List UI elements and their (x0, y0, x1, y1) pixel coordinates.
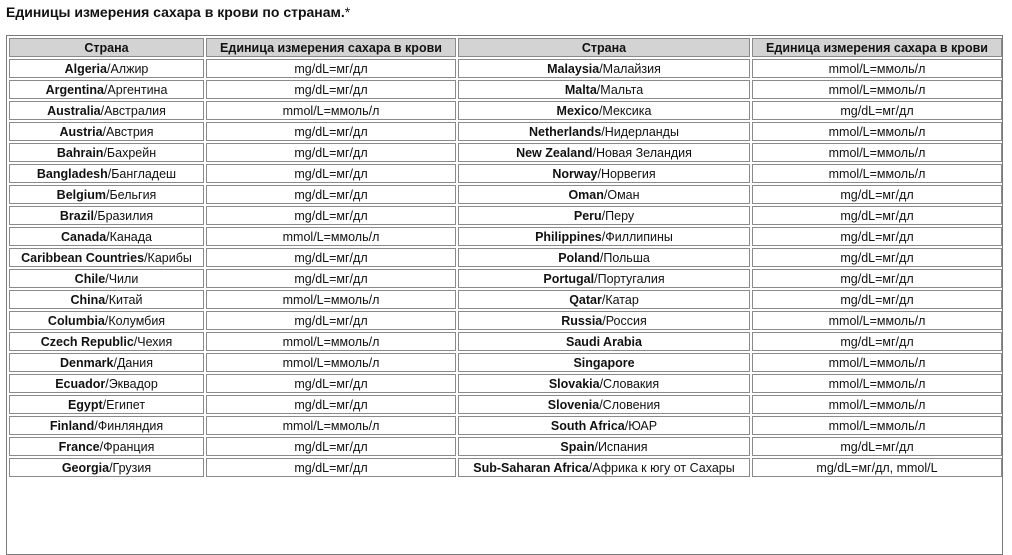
country-name-ru: /Финляндия (94, 418, 164, 433)
unit-cell-right: mmol/L=ммоль/л (752, 311, 1002, 330)
table-row (9, 269, 1002, 288)
header-country-right: Страна (458, 38, 750, 57)
country-cell-right (458, 101, 750, 120)
country-cell-left (9, 416, 204, 435)
country-name-en: Portugal (543, 271, 595, 286)
country-name-en: Sub-Saharan Africa (473, 460, 589, 475)
unit-cell-right: mmol/L=ммоль/л (752, 416, 1002, 435)
unit-cell-left: mmol/L=ммоль/л (206, 332, 456, 351)
country-name-ru: /Колумбия (104, 313, 166, 328)
country-cell-left (9, 122, 204, 141)
country-name-ru: /Австрия (102, 124, 154, 139)
country-name-en: Chile (74, 271, 106, 286)
header-unit-left: Единица измерения сахара в крови (206, 38, 456, 57)
country-name-en: Netherlands (529, 124, 602, 139)
table-row (9, 311, 1002, 330)
country-name-en: Poland (558, 250, 600, 265)
unit-cell-right: mg/dL=мг/дл (752, 227, 1002, 246)
country-name-ru: /Франция (99, 439, 155, 454)
country-name-ru: /Норвегия (597, 166, 656, 181)
country-name-ru: /Дания (113, 355, 154, 370)
unit-cell-left: mg/dL=мг/дл (206, 80, 456, 99)
country-cell-left (9, 206, 204, 225)
country-name-en: Belgium (56, 187, 106, 202)
title-footnote-mark: * (344, 4, 351, 20)
country-name-ru: /Испания (594, 439, 648, 454)
table-row (9, 164, 1002, 183)
country-name-en: Ecuador (55, 376, 106, 391)
country-cell-left (9, 248, 204, 267)
unit-cell-right: mmol/L=ммоль/л (752, 353, 1002, 372)
country-name-en: Oman (568, 187, 604, 202)
country-name-en: Norway (552, 166, 598, 181)
country-name-en: Slovenia (547, 397, 600, 412)
country-name-ru: /Бангладеш (107, 166, 177, 181)
country-cell-left (9, 290, 204, 309)
country-cell-right (458, 458, 750, 477)
unit-cell-right: mg/dL=мг/дл (752, 206, 1002, 225)
country-cell-right (458, 206, 750, 225)
country-cell-right (458, 143, 750, 162)
country-cell-right (458, 164, 750, 183)
country-cell-left (9, 80, 204, 99)
country-name-ru: /Алжир (106, 61, 149, 76)
country-cell-left (9, 374, 204, 393)
country-cell-left (9, 227, 204, 246)
country-name-ru: /Канада (106, 229, 152, 244)
country-name-en: Philippines (535, 229, 602, 244)
table-row (9, 227, 1002, 246)
unit-cell-right: mg/dL=мг/дл (752, 332, 1002, 351)
country-cell-right (458, 353, 750, 372)
country-name-ru: /Малайзия (599, 61, 661, 76)
country-name-en: France (58, 439, 100, 454)
country-name-ru: /Карибы (144, 250, 192, 265)
country-name-ru: /Перу (601, 208, 635, 223)
unit-cell-left: mg/dL=мг/дл (206, 437, 456, 456)
title-text: Единицы измерения сахара в крови по странам. (6, 4, 345, 20)
country-name-ru: /Филлипины (601, 229, 673, 244)
country-cell-right (458, 269, 750, 288)
country-cell-left (9, 101, 204, 120)
table-row (9, 143, 1002, 162)
country-name-ru: /Мальта (596, 82, 644, 97)
country-cell-right (458, 290, 750, 309)
country-name-en: Canada (61, 229, 107, 244)
table-row (9, 248, 1002, 267)
unit-cell-right: mmol/L=ммоль/л (752, 164, 1002, 183)
country-name-en: Czech Republic (40, 334, 134, 349)
country-cell-right (458, 374, 750, 393)
table-row (9, 59, 1002, 78)
country-name-en: Egypt (67, 397, 103, 412)
country-name-ru: /Китай (105, 292, 143, 307)
country-name-ru: /Эквадор (105, 376, 158, 391)
unit-cell-right: mmol/L=ммоль/л (752, 59, 1002, 78)
country-cell-left (9, 185, 204, 204)
country-name-en: Austria (59, 124, 103, 139)
country-name-en: Finland (49, 418, 95, 433)
country-cell-right (458, 416, 750, 435)
country-name-ru: /Бельгия (105, 187, 157, 202)
table-body (9, 59, 1002, 477)
unit-cell-left: mmol/L=ммоль/л (206, 416, 456, 435)
country-name-en: Singapore (573, 355, 635, 370)
country-cell-left (9, 437, 204, 456)
country-name-en: Slovakia (548, 376, 600, 391)
country-name-en: Argentina (45, 82, 104, 97)
unit-cell-right: mg/dL=мг/дл (752, 269, 1002, 288)
unit-cell-left: mg/dL=мг/дл (206, 59, 456, 78)
unit-cell-left: mg/dL=мг/дл (206, 206, 456, 225)
country-cell-right (458, 80, 750, 99)
country-name-en: Spain (560, 439, 595, 454)
country-cell-left (9, 395, 204, 414)
table-row (9, 458, 1002, 477)
unit-cell-right: mmol/L=ммоль/л (752, 395, 1002, 414)
table-row (9, 290, 1002, 309)
country-cell-right (458, 332, 750, 351)
unit-cell-right: mmol/L=ммоль/л (752, 122, 1002, 141)
table-row (9, 206, 1002, 225)
unit-cell-left: mmol/L=ммоль/л (206, 227, 456, 246)
country-name-ru: /ЮАР (624, 418, 658, 433)
country-name-en: Malaysia (547, 61, 600, 76)
country-name-ru: /Австралия (100, 103, 166, 118)
country-name-en: Australia (47, 103, 101, 118)
unit-cell-right: mg/dL=мг/дл, mmol/L (752, 458, 1002, 477)
country-name-en: Denmark (59, 355, 114, 370)
units-table (7, 36, 1004, 479)
country-name-ru: /Чили (105, 271, 139, 286)
country-name-ru: /Словакия (599, 376, 660, 391)
country-name-ru: /Бразилия (93, 208, 154, 223)
country-cell-right (458, 437, 750, 456)
unit-cell-right: mg/dL=мг/дл (752, 101, 1002, 120)
country-name-ru: /Португалия (594, 271, 665, 286)
table-row (9, 332, 1002, 351)
country-name-en: Saudi Arabia (566, 334, 642, 349)
country-name-en: China (70, 292, 106, 307)
country-cell-right (458, 395, 750, 414)
country-cell-left (9, 332, 204, 351)
country-name-en: Bangladesh (36, 166, 108, 181)
unit-cell-left: mmol/L=ммоль/л (206, 101, 456, 120)
country-name-en: Mexico (556, 103, 599, 118)
country-name-en: New Zealand (516, 145, 593, 160)
unit-cell-left: mmol/L=ммоль/л (206, 290, 456, 309)
unit-cell-right: mmol/L=ммоль/л (752, 374, 1002, 393)
table-header-row (9, 38, 1002, 57)
table-row (9, 80, 1002, 99)
country-cell-left (9, 269, 204, 288)
country-name-ru: /Новая Зеландия (592, 145, 692, 160)
country-name-en: Russia (561, 313, 603, 328)
country-name-ru: /Чехия (133, 334, 173, 349)
country-name-ru: /Египет (102, 397, 146, 412)
country-name-en: Brazil (59, 208, 94, 223)
unit-cell-right: mg/dL=мг/дл (752, 185, 1002, 204)
units-table-frame (6, 35, 1003, 555)
header-country-left: Страна (9, 38, 204, 57)
table-row (9, 185, 1002, 204)
country-cell-left (9, 353, 204, 372)
country-cell-left (9, 143, 204, 162)
country-name-ru: /Мексика (598, 103, 652, 118)
country-cell-right (458, 248, 750, 267)
country-cell-left (9, 164, 204, 183)
table-row (9, 122, 1002, 141)
unit-cell-left: mg/dL=мг/дл (206, 248, 456, 267)
country-cell-right (458, 59, 750, 78)
country-name-ru: /Польша (599, 250, 650, 265)
header-unit-right: Единица измерения сахара в крови (752, 38, 1002, 57)
country-name-en: Qatar (569, 292, 602, 307)
unit-cell-left: mg/dL=мг/дл (206, 269, 456, 288)
unit-cell-right: mg/dL=мг/дл (752, 248, 1002, 267)
country-cell-right (458, 122, 750, 141)
country-name-ru: /Аргентина (103, 82, 168, 97)
page-title (6, 4, 350, 20)
unit-cell-left: mg/dL=мг/дл (206, 458, 456, 477)
country-name-ru: /Грузия (109, 460, 152, 475)
country-name-ru: /Оман (603, 187, 640, 202)
country-name-ru: /Африка к югу от Сахары (588, 460, 735, 475)
country-cell-left (9, 458, 204, 477)
table-row (9, 374, 1002, 393)
country-name-en: Algeria (64, 61, 107, 76)
unit-cell-left: mmol/L=ммоль/л (206, 353, 456, 372)
country-name-en: Malta (564, 82, 597, 97)
country-name-en: Columbia (47, 313, 105, 328)
unit-cell-left: mg/dL=мг/дл (206, 122, 456, 141)
country-cell-right (458, 311, 750, 330)
country-name-en: Caribbean Countries (21, 250, 145, 265)
country-cell-left (9, 59, 204, 78)
country-cell-right (458, 185, 750, 204)
country-name-en: Peru (573, 208, 602, 223)
country-name-ru: /Россия (602, 313, 647, 328)
table-row (9, 101, 1002, 120)
table-row (9, 353, 1002, 372)
country-cell-right (458, 227, 750, 246)
country-name-ru: /Бахрейн (103, 145, 157, 160)
country-name-en: Bahrain (56, 145, 104, 160)
country-cell-left (9, 311, 204, 330)
table-row (9, 416, 1002, 435)
country-name-ru: /Катар (601, 292, 639, 307)
country-name-ru: /Нидерланды (601, 124, 679, 139)
country-name-ru: /Словения (599, 397, 661, 412)
unit-cell-right: mg/dL=мг/дл (752, 290, 1002, 309)
table-row (9, 395, 1002, 414)
unit-cell-left: mg/dL=мг/дл (206, 395, 456, 414)
unit-cell-right: mg/dL=мг/дл (752, 437, 1002, 456)
unit-cell-right: mmol/L=ммоль/л (752, 143, 1002, 162)
unit-cell-right: mmol/L=ммоль/л (752, 80, 1002, 99)
country-name-en: South Africa (550, 418, 625, 433)
unit-cell-left: mg/dL=мг/дл (206, 164, 456, 183)
unit-cell-left: mg/dL=мг/дл (206, 311, 456, 330)
unit-cell-left: mg/dL=мг/дл (206, 374, 456, 393)
unit-cell-left: mg/dL=мг/дл (206, 185, 456, 204)
country-name-en: Georgia (61, 460, 110, 475)
table-row (9, 437, 1002, 456)
unit-cell-left: mg/dL=мг/дл (206, 143, 456, 162)
